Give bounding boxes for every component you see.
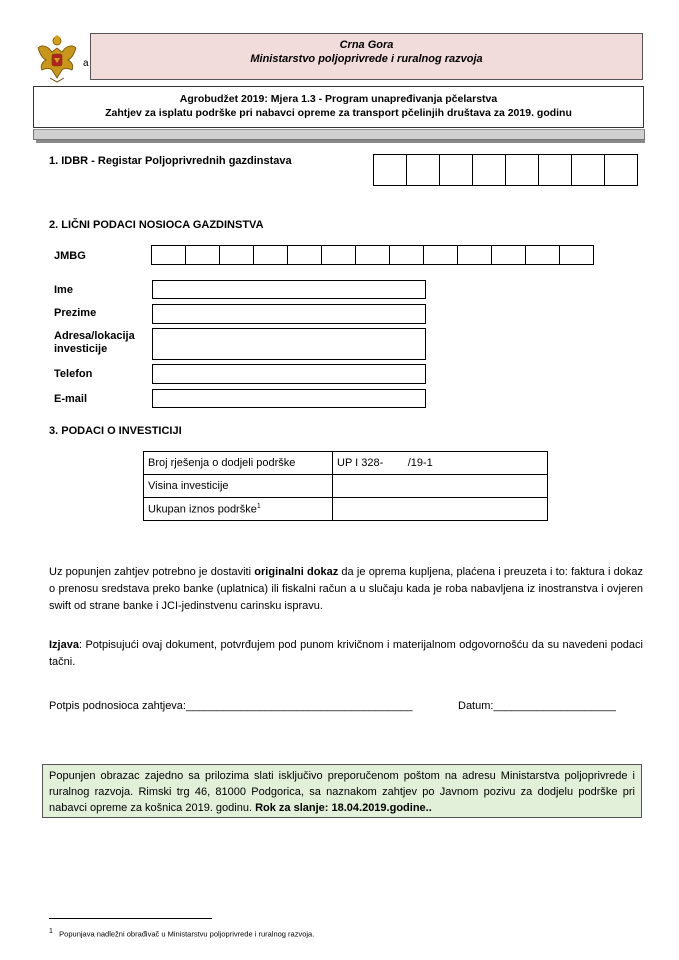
jmbg-digit-box[interactable]	[423, 245, 458, 265]
decision-number-value[interactable]: UP I 328- /19-1	[333, 452, 548, 475]
montenegro-coat-of-arms-icon	[32, 34, 82, 84]
support-total-label: Ukupan iznos podrške	[148, 503, 257, 516]
ministry-header	[90, 33, 643, 80]
crest-caption: a	[83, 58, 89, 69]
title-divider-bar	[33, 129, 645, 140]
investment-amount-label: Visina investicije	[144, 475, 333, 498]
jmbg-digit-box[interactable]	[287, 245, 322, 265]
submission-trail: .	[428, 802, 432, 814]
ministry-name: Ministarstvo poljoprivrede i ruralnog razvoja	[250, 53, 483, 65]
table-row	[144, 452, 548, 475]
jmbg-input-boxes[interactable]	[152, 245, 594, 265]
prezime-label: Prezime	[54, 307, 97, 319]
ime-label: Ime	[54, 284, 73, 296]
submission-instructions-box	[42, 764, 642, 818]
telefon-label: Telefon	[54, 368, 93, 380]
telefon-field[interactable]	[152, 364, 426, 384]
idbr-digit-box[interactable]	[373, 154, 407, 186]
footnote-number: 1	[49, 928, 53, 935]
idbr-digit-box[interactable]	[571, 154, 605, 186]
email-field[interactable]	[152, 389, 426, 408]
jmbg-digit-box[interactable]	[185, 245, 220, 265]
jmbg-digit-box[interactable]	[219, 245, 254, 265]
support-total-label-cell	[144, 498, 333, 521]
idbr-digit-box[interactable]	[472, 154, 506, 186]
footnote-separator	[49, 918, 212, 919]
form-title-box	[33, 86, 644, 128]
jmbg-digit-box[interactable]	[525, 245, 560, 265]
statement-paragraph	[49, 637, 643, 671]
footnote-ref: 1	[256, 502, 261, 510]
table-row	[144, 498, 548, 521]
ime-field[interactable]	[152, 280, 426, 299]
statement-label: Izjava	[49, 639, 79, 651]
notice-bold: originalni dokaz	[254, 566, 339, 578]
prezime-field[interactable]	[152, 304, 426, 324]
section-1-heading: 1. IDBR - Registar Poljoprivrednih gazdinstava	[49, 155, 292, 167]
notice-text-1: Uz popunjen zahtjev potrebno je dostaviti	[49, 566, 255, 578]
statement-text: : Potpisujući ovaj dokument, potvrđujem pod punom krivičnom i materijalnom odgovornošću da su navedeni podaci tačni.	[49, 639, 643, 668]
date-line[interactable]: Datum:____________________	[458, 700, 616, 712]
idbr-digit-box[interactable]	[439, 154, 473, 186]
required-documents-notice	[49, 564, 643, 615]
jmbg-digit-box[interactable]	[151, 245, 186, 265]
jmbg-digit-box[interactable]	[559, 245, 594, 265]
jmbg-digit-box[interactable]	[457, 245, 492, 265]
submission-text: Popunjen obrazac zajedno sa prilozima slati isključivo preporučenom poštom na adresu Ministarstva poljoprivrede i ruralnog razvoja. Rimski trg 46, 81000 Podgorica, sa naznakom zahtjev po Javnom pozivu za dodjelu podrške pri nabavci opreme za košnica 2019. godinu.	[49, 770, 635, 814]
notice-text-2: da je oprema kupljena, plaćena i preuzeta i to: faktura i dokaz o prenosu sredstava preko banke (uplatnica) ili fiskalni račun a u slučaju kada je roba nabavljena iz inostranstva i ovjeren swift od strane banke i JCI-jedinstvenu carinsku ispravu.	[49, 566, 643, 612]
idbr-input-boxes[interactable]	[374, 154, 638, 186]
jmbg-label: JMBG	[54, 250, 86, 262]
table-row	[144, 475, 548, 498]
idbr-digit-box[interactable]	[406, 154, 440, 186]
section-3-heading: 3. PODACI O INVESTICIJI	[49, 425, 182, 437]
investment-amount-value[interactable]	[333, 475, 548, 498]
form-title-line2: Zahtjev za isplatu podrške pri nabavci opreme za transport pčelinjih društava za 2019. godinu	[105, 107, 572, 119]
country-name: Crna Gora	[339, 39, 394, 51]
form-title-line1: Agrobudžet 2019: Mjera 1.3 - Program unapređivanja pčelarstva	[179, 93, 498, 105]
decision-number-label: Broj rješenja o dodjeli podrške	[144, 452, 333, 475]
investment-table	[143, 451, 548, 521]
jmbg-digit-box[interactable]	[355, 245, 390, 265]
footnote	[49, 928, 314, 939]
signature-line[interactable]: Potpis podnosioca zahtjeva:_____________________________________	[49, 700, 413, 712]
section-2-heading: 2. LIČNI PODACI NOSIOCA GAZDINSTVA	[49, 219, 264, 231]
email-label: E-mail	[54, 393, 88, 405]
idbr-digit-box[interactable]	[538, 154, 572, 186]
idbr-digit-box[interactable]	[505, 154, 539, 186]
jmbg-digit-box[interactable]	[253, 245, 288, 265]
idbr-digit-box[interactable]	[604, 154, 638, 186]
jmbg-digit-box[interactable]	[491, 245, 526, 265]
jmbg-digit-box[interactable]	[389, 245, 424, 265]
adresa-label: Adresa/lokacija investicije	[54, 330, 135, 355]
jmbg-digit-box[interactable]	[321, 245, 356, 265]
adresa-field[interactable]	[152, 328, 426, 360]
title-divider-shadow	[36, 140, 645, 143]
submission-deadline: Rok za slanje: 18.04.2019.godine.	[255, 802, 429, 814]
support-total-value[interactable]	[333, 498, 548, 521]
footnote-text: Popunjava nadležni obrađivač u Ministarstvu poljoprivrede i ruralnog razvoja.	[59, 929, 315, 939]
